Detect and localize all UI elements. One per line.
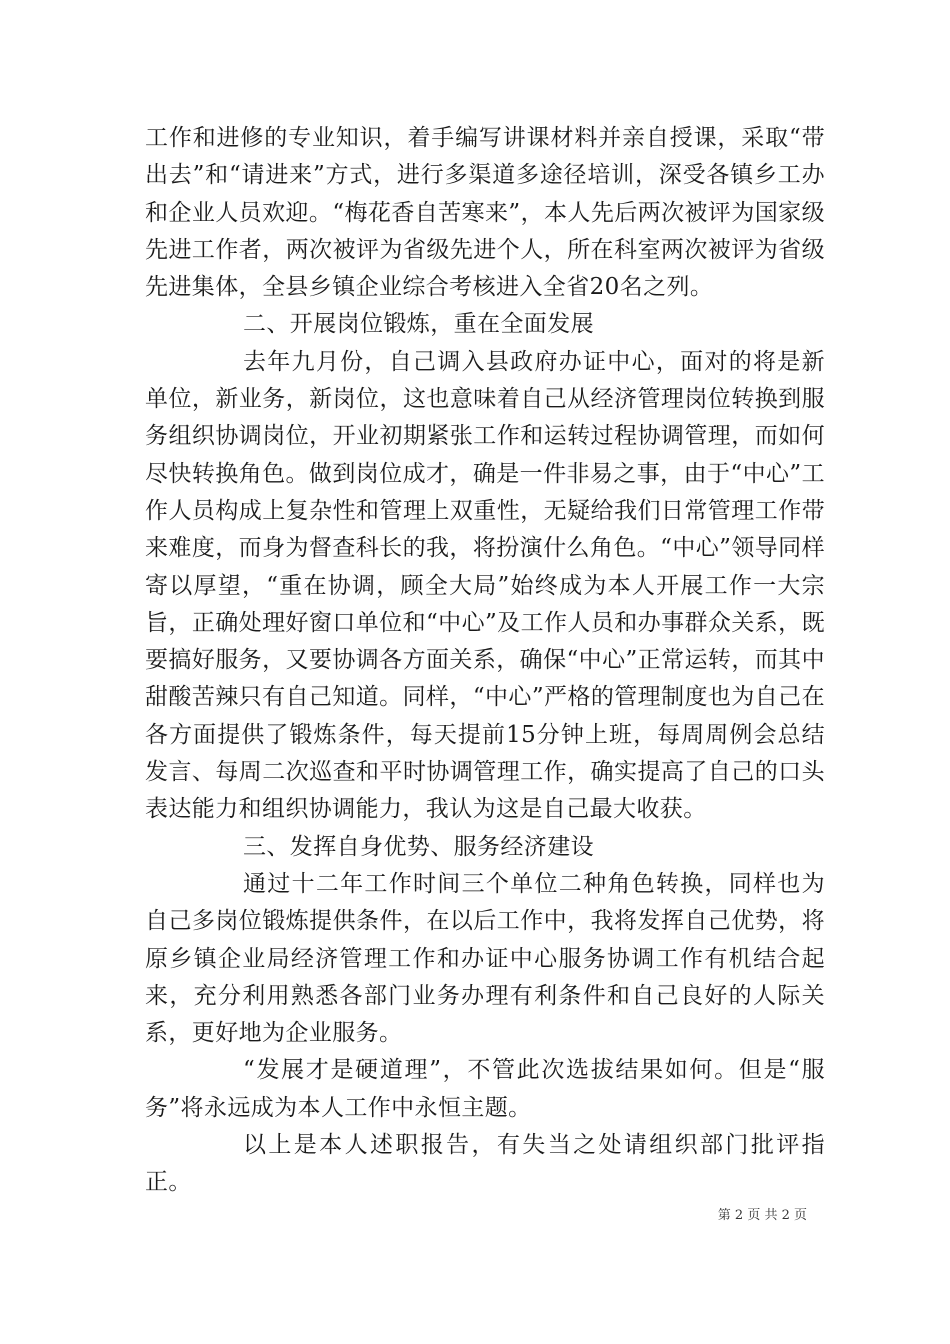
section-heading-2: 二、开展岗位锻炼，重在全面发展 [243, 311, 594, 338]
document-body [145, 120, 825, 1202]
paragraph-new-role: 去年九月份，自己调入县政府办证中心，面对的将是新单位，新业务，新岗位，这也意味着自己从经济管理岗位转换到服务组织协调岗位，开业初期紧张工作和运转过程协调管理，而如何尽快转换角色。做到岗位成才，确是一件非易之事，由于“中心”工作人员构成上复杂性和管理上双重性，无疑给我们日常管理工作带来难度，而身为督查科长的我，将扮演什么角色。“中心”领导同样寄以厚望，“重在协调，顾全大局”始终成为本人开展工作一大宗旨，正确处理好窗口单位和“中心”及工作人员和办事群众关系，既要搞好服务，又要协调各方面关系，确保“中心”正常运转，而其中甜酸苦辣只有自己知道。同样，“中心”严格的管理制度也为自己在各方面提供了锻炼条件，每天提前15分钟上班，每周周例会总结发言、每周二次巡查和平时协调管理工作，确实提高了自己的口头表达能力和组织协调能力，我认为这是自己最大收获。 [145, 348, 825, 823]
paragraph-strengths: 通过十二年工作时间三个单位二种角色转换，同样也为自己多岗位锻炼提供条件，在以后工作中，我将发挥自己优势，将原乡镇企业局经济管理工作和办证中心服务协调工作有机结合起来，充分利用熟悉各部门业务办理有利条件和自己良好的人际关系，更好地为企业服务。 [145, 870, 825, 1047]
section-heading-3: 三、发挥自身优势、服务经济建设 [243, 833, 594, 860]
paragraph-continuation: 工作和进修的专业知识，着手编写讲课材料并亲自授课，采取“带出去”和“请进来”方式，进行多渠道多途径培训，深受各镇乡工办和企业人员欢迎。“梅花香自苦寒来”，本人先后两次被评为国家级先进工作者，两次被评为省级先进个人，所在科室两次被评为省级先进集体，全县乡镇企业综合考核进入全省20名之列。 [145, 125, 825, 301]
paragraph-development: “发展才是硬道理”，不管此次选拔结果如何。但是“服务”将永远成为本人工作中永恒主题。 [145, 1057, 825, 1121]
paragraph-closing: 以上是本人述职报告，有失当之处请组织部门批评指正。 [145, 1132, 825, 1196]
page-number: 第 2 页 共 2 页 [717, 1208, 807, 1223]
